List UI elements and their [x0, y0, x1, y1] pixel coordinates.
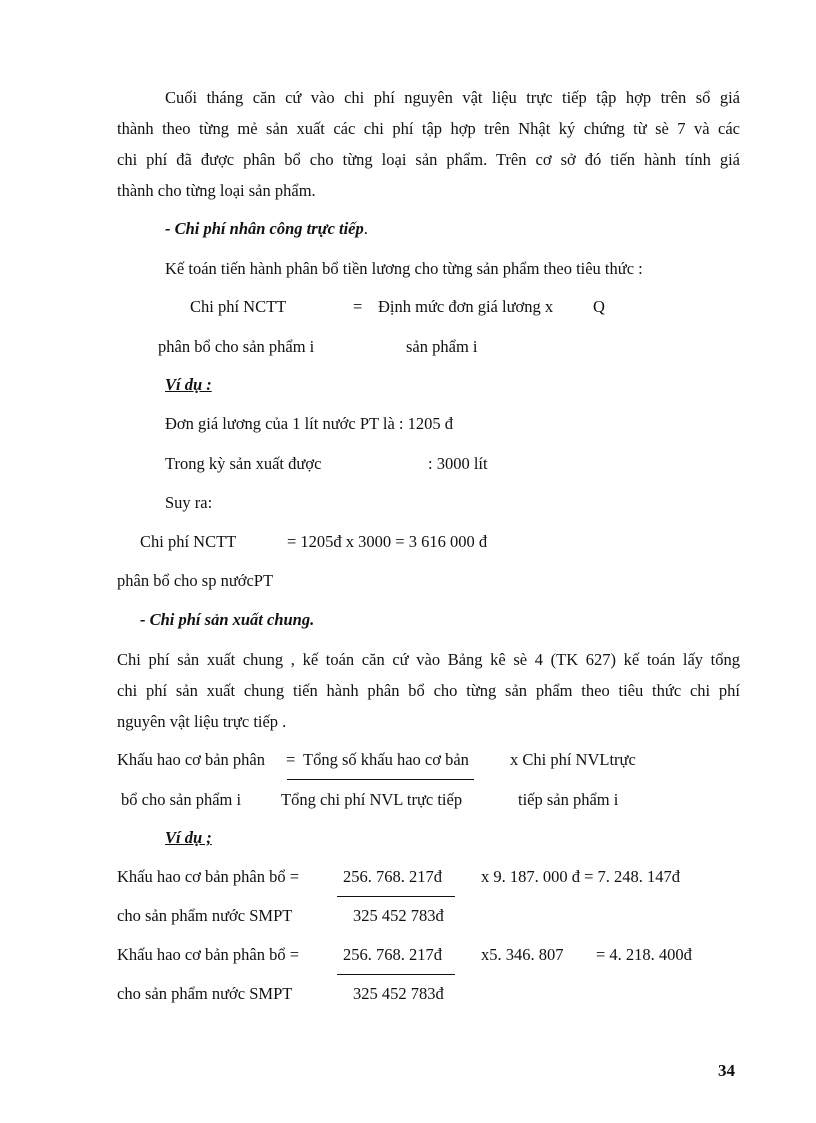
general-formula-numerator: Tổng số khấu hao cơ bản [303, 750, 469, 769]
labor-formula-left-bottom: phân bổ cho sản phẩm i [158, 337, 315, 356]
paragraph-1-line-3: chi phí đã được phân bổ cho từng loại sản phẩm. Trên cơ sở đó tiến hành tính giá [117, 150, 740, 169]
labor-therefore: Suy ra: [165, 493, 213, 512]
general-formula-fraction-bar [287, 779, 474, 780]
labor-result-sub: phân bổ cho sp nướcPT [117, 571, 274, 590]
labor-production-label: Trong kỳ sản xuất được [165, 454, 322, 473]
section-labor-heading-text: - Chi phí nhân công trực tiếp [165, 219, 364, 238]
section-general-heading: - Chi phí sản xuất chung. [140, 610, 315, 629]
general-para-line-2: chi phí sản xuất chung tiến hành phân bổ cho từng sản phẩm theo tiêu thức chi phí [117, 681, 740, 700]
labor-formula-left-top: Chi phí NCTT [190, 297, 287, 316]
general-example-2-multiplier: x5. 346. 807 [481, 945, 564, 964]
labor-intro: Kế toán tiến hành phân bổ tiền lương cho từng sản phẩm theo tiêu thức : [165, 259, 643, 278]
section-labor-heading-end: . [363, 219, 368, 238]
general-example-1-multiplier: x 9. 187. 000 đ = 7. 248. 147đ [481, 867, 681, 886]
general-para-line-3: nguyên vật liệu trực tiếp . [117, 712, 287, 731]
general-example-1-numerator: 256. 768. 217đ [343, 867, 442, 886]
general-example-2-left-bottom: cho sản phẩm nước SMPT [117, 984, 293, 1003]
general-formula-right-bottom: tiếp sản phẩm i [518, 790, 619, 809]
section-labor-heading [165, 219, 368, 239]
general-example-1-denominator: 325 452 783đ [353, 906, 444, 925]
general-formula-right-top: x Chi phí NVLtrực [510, 750, 636, 769]
labor-formula-q: Q [593, 297, 605, 316]
labor-result-right: = 1205đ x 3000 = 3 616 000 đ [287, 532, 488, 551]
general-example-1-left-top: Khấu hao cơ bản phân bổ = [117, 867, 300, 886]
labor-result-left: Chi phí NCTT [140, 532, 237, 551]
general-example-2-numerator: 256. 768. 217đ [343, 945, 442, 964]
labor-unit-price: Đơn giá lương của 1 lít nước PT là : 1205 đ [165, 414, 454, 433]
general-example-2-denominator: 325 452 783đ [353, 984, 444, 1003]
labor-formula-equals: = [353, 297, 363, 316]
labor-formula-right-top: Định mức đơn giá lương x [378, 297, 554, 316]
general-formula-left-top: Khấu hao cơ bản phân [117, 750, 266, 769]
paragraph-1-line-4: thành cho từng loại sản phẩm. [117, 181, 316, 200]
general-example-label: Ví dụ ; [165, 828, 212, 847]
general-example-2-left-top: Khấu hao cơ bản phân bổ = [117, 945, 300, 964]
general-example-2-fraction-bar [337, 974, 455, 975]
general-example-1-left-bottom: cho sản phẩm nước SMPT [117, 906, 293, 925]
labor-example-label: Ví dụ : [165, 375, 212, 394]
general-formula-equals: = [286, 750, 296, 769]
labor-formula-right-bottom: sản phẩm i [406, 337, 478, 356]
paragraph-1-line-2: thành theo từng mẻ sản xuất các chi phí tập hợp trên Nhật ký chứng từ sè 7 và các [117, 119, 740, 138]
general-example-1-fraction-bar [337, 896, 455, 897]
general-formula-left-bottom: bổ cho sản phẩm i [121, 790, 242, 809]
labor-production-value: : 3000 lít [428, 454, 488, 473]
general-example-2-result: = 4. 218. 400đ [596, 945, 692, 964]
general-para-line-1: Chi phí sản xuất chung , kế toán căn cứ vào Bảng kê sè 4 (TK 627) kế toán lấy tổng [117, 650, 740, 669]
general-formula-denominator: Tổng chi phí NVL trực tiếp [281, 790, 463, 809]
paragraph-1-line-1: Cuối tháng căn cứ vào chi phí nguyên vật liệu trực tiếp tập hợp trên sổ giá [165, 88, 740, 107]
page-number: 34 [718, 1061, 735, 1080]
